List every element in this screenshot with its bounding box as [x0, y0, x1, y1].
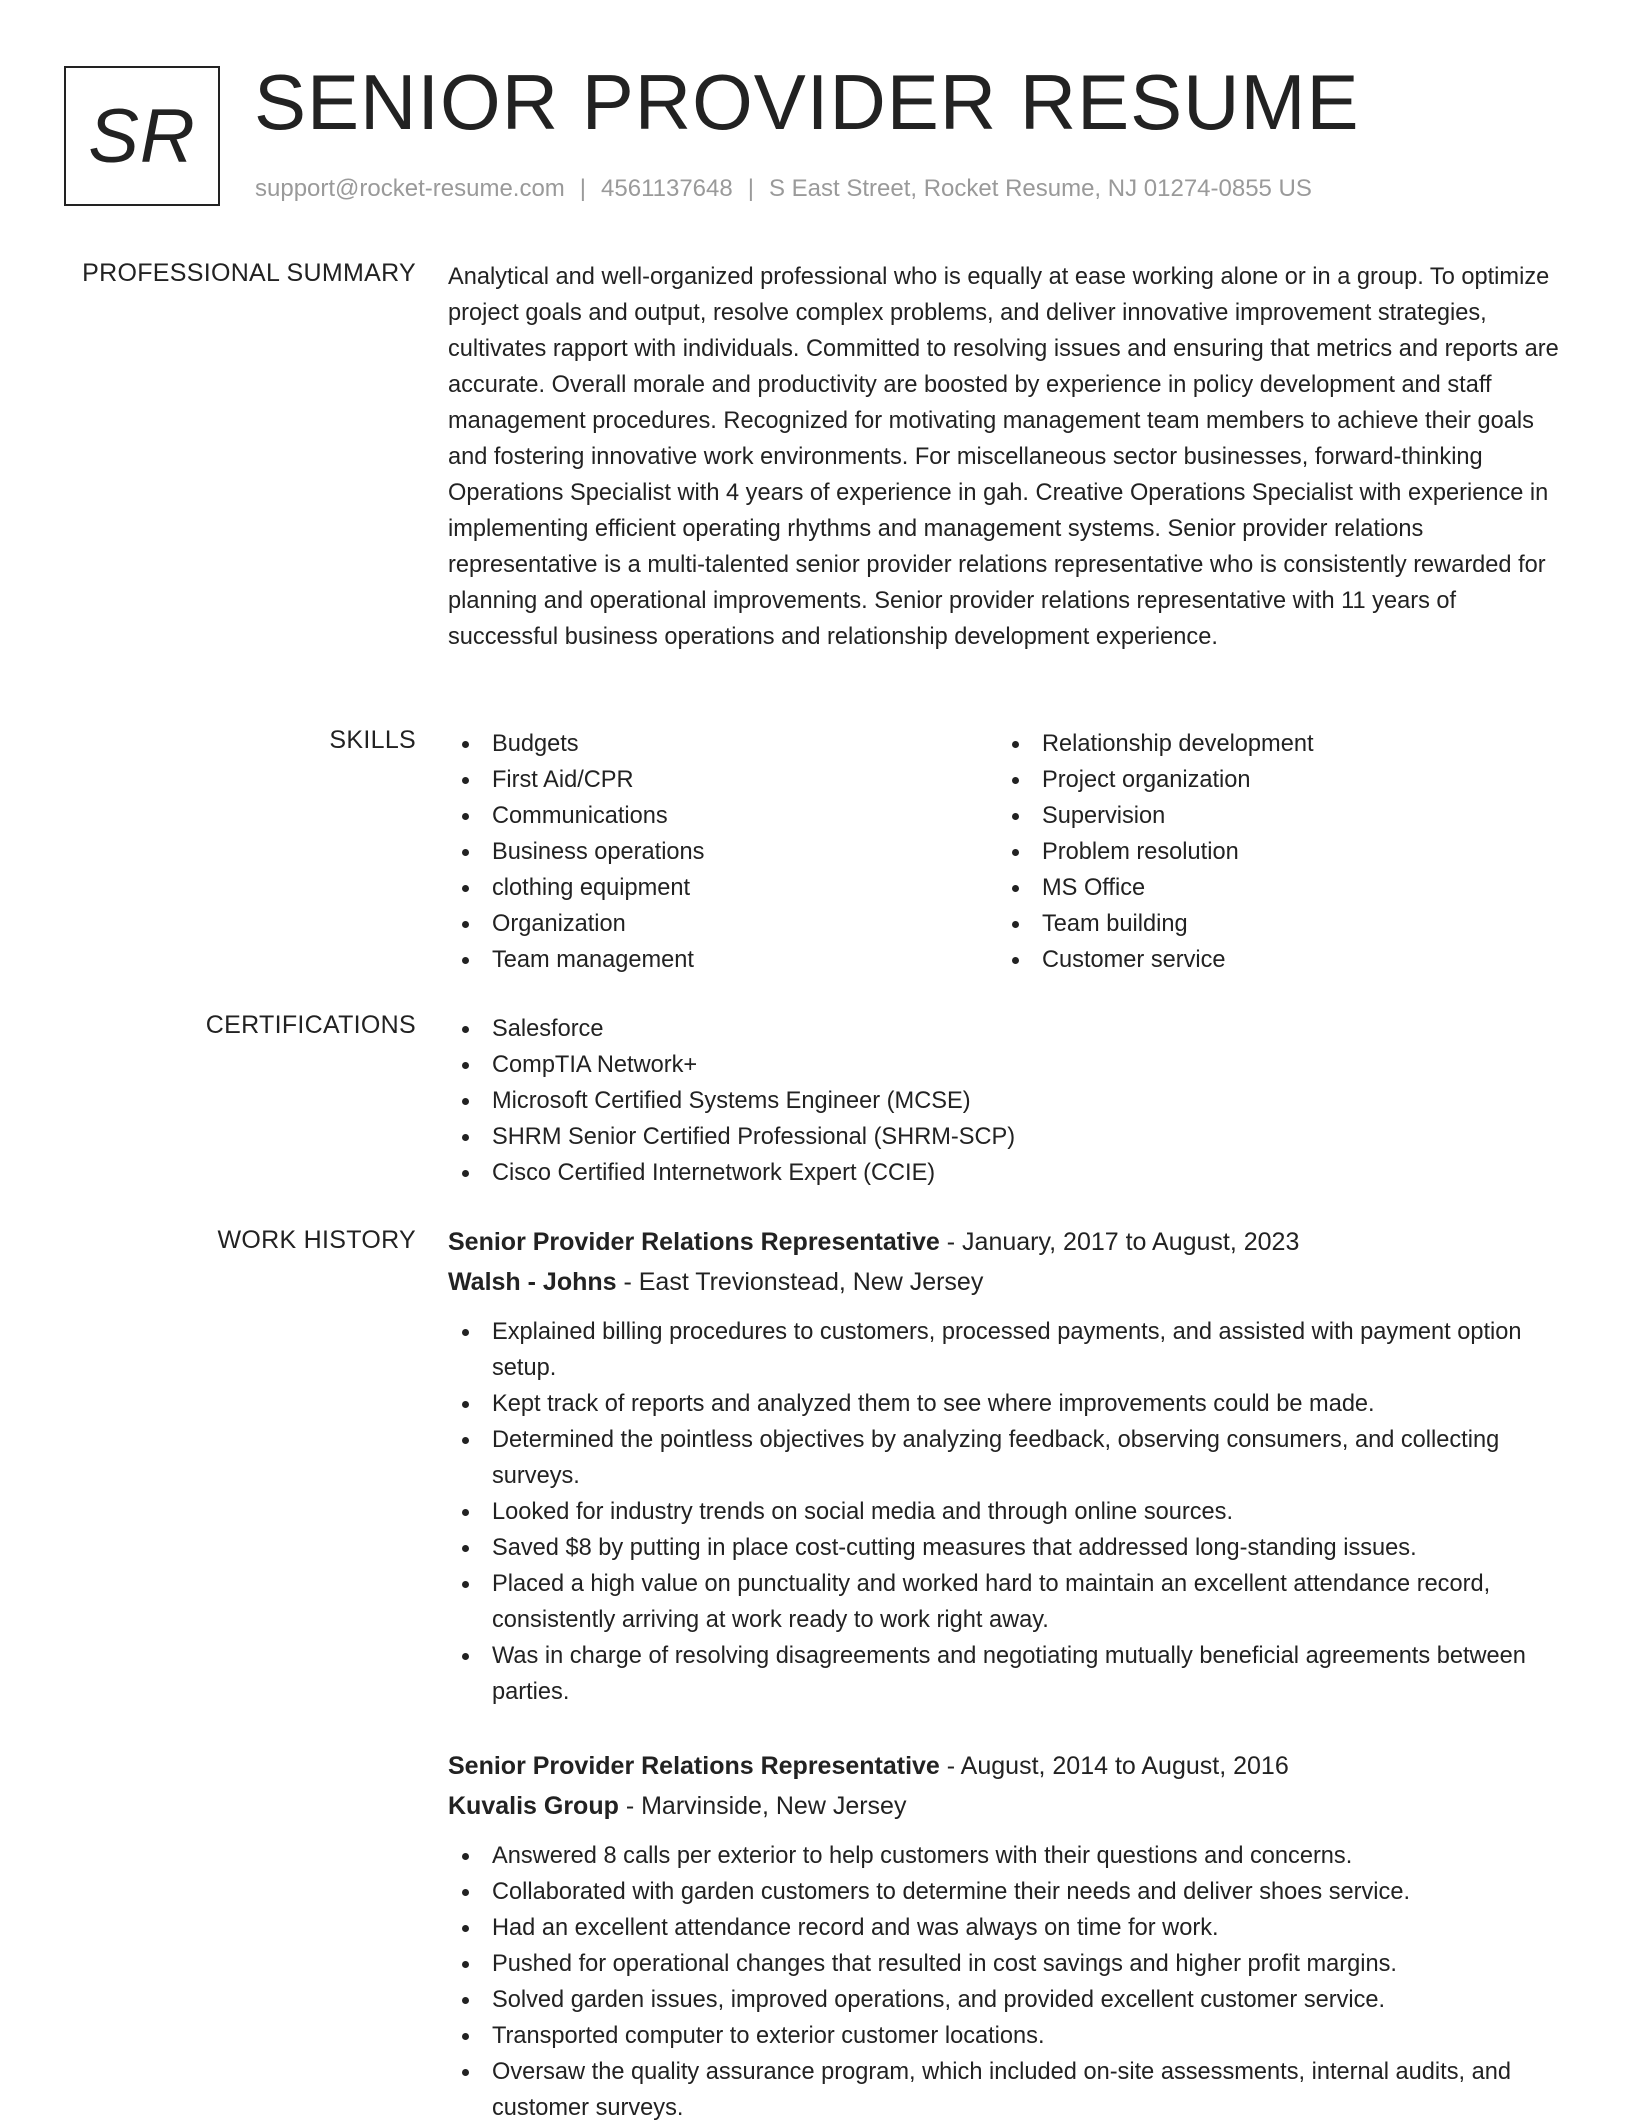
skills-body	[448, 726, 1563, 986]
job-company: Walsh - Johns	[448, 1268, 617, 1296]
job-duty: Pushed for operational changes that resulted in cost savings and higher profit margins.	[448, 1946, 1563, 1982]
monogram-box	[64, 66, 220, 206]
contact-email: support@rocket-resume.com	[255, 175, 565, 202]
job-duty: Answered 8 calls per exterior to help customers with their questions and concerns.	[448, 1838, 1563, 1874]
work-history-label: WORK HISTORY	[217, 1226, 416, 1254]
certification-item: Microsoft Certified Systems Engineer (MCSE)	[448, 1083, 1563, 1119]
job-location: - Marvinside, New Jersey	[618, 1792, 907, 1820]
certification-item: Salesforce	[448, 1011, 1563, 1047]
job-duties-list	[448, 1838, 1563, 2126]
job-duty: Collaborated with garden customers to determine their needs and deliver shoes service.	[448, 1874, 1563, 1910]
skill-item: First Aid/CPR	[448, 762, 998, 798]
monogram-initials: SR	[88, 93, 196, 179]
job-entry	[448, 1222, 1563, 1710]
job-duty: Explained billing procedures to customers, processed payments, and assisted with payment option setup.	[448, 1314, 1563, 1386]
contact-separator: |	[579, 175, 587, 202]
contact-line	[255, 175, 1312, 203]
skill-item: Supervision	[998, 798, 1558, 834]
skill-item: Team building	[998, 906, 1558, 942]
job-duties-list	[448, 1314, 1563, 1710]
job-entry	[448, 1746, 1563, 2126]
job-duty: Had an excellent attendance record and was always on time for work.	[448, 1910, 1563, 1946]
skill-item: Business operations	[448, 834, 998, 870]
skill-item: Project organization	[998, 762, 1558, 798]
job-title-line	[448, 1222, 1563, 1262]
job-duty: Placed a high value on punctuality and worked hard to maintain an excellent attendance record, consistently arriving at work ready to work right away.	[448, 1566, 1563, 1638]
job-company: Kuvalis Group	[448, 1792, 619, 1820]
certification-item: Cisco Certified Internetwork Expert (CCIE)	[448, 1155, 1563, 1191]
skill-item: Relationship development	[998, 726, 1558, 762]
job-duty: Solved garden issues, improved operations, and provided excellent customer service.	[448, 1982, 1563, 2018]
skill-item: Problem resolution	[998, 834, 1558, 870]
summary-label: PROFESSIONAL SUMMARY	[82, 259, 416, 287]
certifications-list	[448, 1011, 1563, 1191]
skill-item: Budgets	[448, 726, 998, 762]
contact-address: S East Street, Rocket Resume, NJ 01274-0855 US	[768, 175, 1312, 202]
job-duty: Saved $8 by putting in place cost-cutting measures that addressed long-standing issues.	[448, 1530, 1563, 1566]
resume-title: SENIOR PROVIDER RESUME	[254, 58, 1360, 146]
job-title: Senior Provider Relations Representative	[448, 1752, 940, 1780]
skills-list-right	[998, 726, 1558, 978]
certifications-label: CERTIFICATIONS	[205, 1011, 416, 1039]
job-duty: Determined the pointless objectives by analyzing feedback, observing consumers, and collecting surveys.	[448, 1422, 1563, 1494]
skills-list-left	[448, 726, 998, 978]
contact-separator: |	[747, 175, 754, 202]
job-duty: Transported computer to exterior customer locations.	[448, 2018, 1563, 2054]
contact-phone: 4561137648	[601, 175, 733, 202]
certification-item: CompTIA Network+	[448, 1047, 1563, 1083]
summary-text: Analytical and well-organized professional who is equally at ease working alone or in a group. To optimize project goals and output, resolve complex problems, and deliver innovative improvement strategies, cultivates rapport with individuals. Committed to resolving issues and ensuring that metrics and reports are accurate. Overall morale and productivity are boosted by experience in policy development and staff management procedures. Recognized for motivating management team members to achieve their goals and fostering innovative work environments. For miscellaneous sector businesses, forward-thinking Operations Specialist with 4 years of experience in gah. Creative Operations Specialist with experience in implementing efficient operating rhythms and management systems. Senior provider relations representative is a multi-talented senior provider relations representative who is consistently rewarded for planning and operational improvements. Senior provider relations representative with 11 years of successful business operations and relationship development experience.	[448, 264, 1559, 650]
job-title-line	[448, 1746, 1563, 1786]
job-duty: Kept track of reports and analyzed them to see where improvements could be made.	[448, 1386, 1563, 1422]
skill-item: Team management	[448, 942, 998, 978]
skill-item: Communications	[448, 798, 998, 834]
job-title: Senior Provider Relations Representative	[448, 1228, 940, 1256]
job-company-line	[448, 1786, 1563, 1826]
job-duty: Was in charge of resolving disagreements and negotiating mutually beneficial agreements between parties.	[448, 1638, 1563, 1710]
job-location: - East Trevionstead, New Jersey	[616, 1268, 984, 1296]
job-dates: - January, 2017 to August, 2023	[939, 1228, 1300, 1256]
summary-body	[448, 259, 1563, 655]
skills-label: SKILLS	[329, 726, 416, 754]
skill-item: Customer service	[998, 942, 1558, 978]
skill-item: Organization	[448, 906, 998, 942]
job-duty: Looked for industry trends on social media and through online sources.	[448, 1494, 1563, 1530]
certifications-body	[448, 1011, 1563, 1191]
skills-columns	[448, 726, 1563, 986]
certification-item: SHRM Senior Certified Professional (SHRM-SCP)	[448, 1119, 1563, 1155]
job-dates: - August, 2014 to August, 2016	[939, 1752, 1289, 1780]
skill-item: clothing equipment	[448, 870, 998, 906]
job-company-line	[448, 1262, 1563, 1302]
job-duty: Oversaw the quality assurance program, which included on-site assessments, internal audits, and customer surveys.	[448, 2054, 1563, 2126]
skill-item: MS Office	[998, 870, 1558, 906]
